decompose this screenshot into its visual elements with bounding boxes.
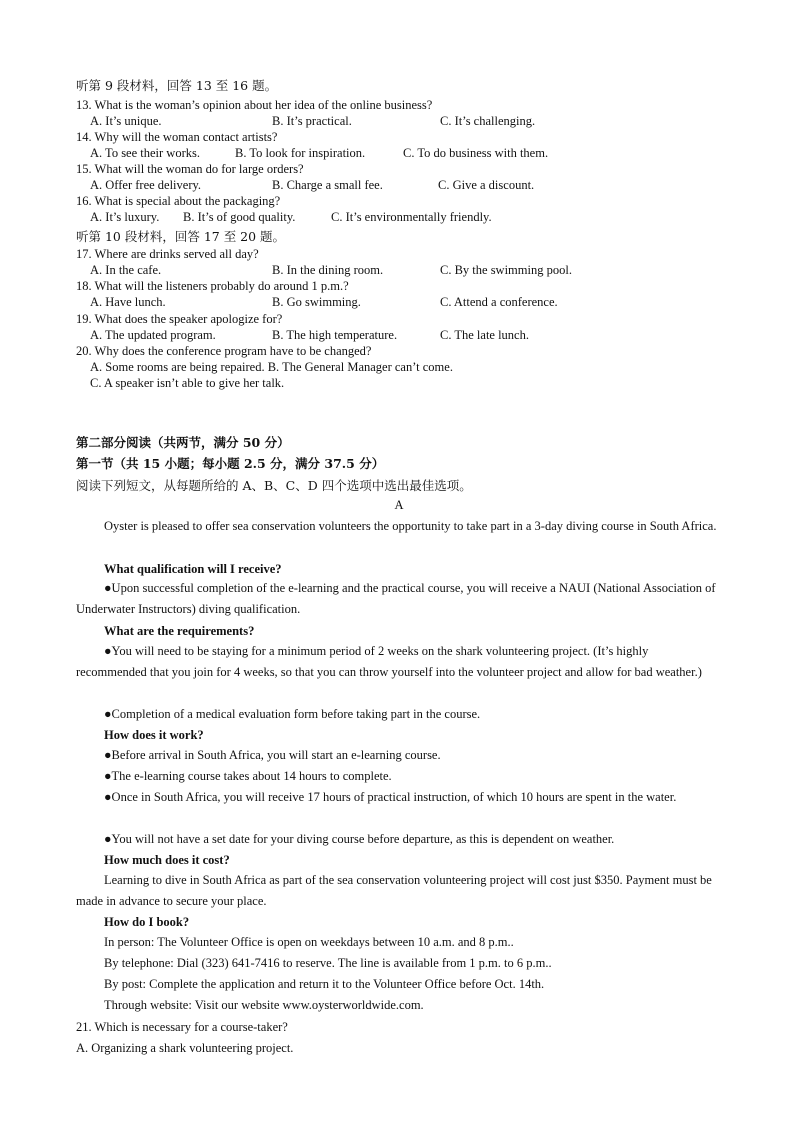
heading-qualification: What qualification will I receive?: [104, 562, 282, 576]
qualification-text: ●Upon successful completion of the e-learning and the practical course, you will receive a NAUI (National Association of Underwater Instructors) diving qualification.: [76, 581, 716, 616]
question-16: 16. What is special about the packaging?: [76, 194, 281, 208]
q15-option-b: B. Charge a small fee.: [272, 178, 383, 192]
q19-option-c: C. The late lunch.: [440, 328, 529, 342]
q13-option-b: B. It’s practical.: [272, 114, 352, 128]
q20-options-a-b: A. Some rooms are being repaired. B. The General Manager can’t come.: [90, 360, 453, 374]
reading-section-title: 第二部分阅读（共两节，满分 50 分）: [76, 435, 290, 450]
heading-booking: How do I book?: [104, 915, 190, 929]
requirement-item-2: ●Completion of a medical evaluation form before taking part in the course.: [104, 707, 481, 721]
booking-telephone: By telephone: Dial (323) 641-7416 to reserve. The line is available from 1 p.m. to 6 p.m..: [104, 956, 552, 970]
passage-label: A: [394, 498, 404, 512]
q21-option-a: A. Organizing a shark volunteering project.: [76, 1041, 294, 1055]
how-item-3: ●Once in South Africa, you will receive 17 hours of practical instruction, of which 10 hours are spent in the water.: [104, 790, 677, 804]
q13-option-c: C. It’s challenging.: [440, 114, 536, 128]
reading-instruction: 阅读下列短文，从每题所给的 A、B、C、D 四个选项中选出最佳选项。: [76, 478, 472, 493]
q18-option-b: B. Go swimming.: [272, 295, 361, 309]
q14-option-c: C. To do business with them.: [403, 146, 549, 160]
reading-part-one-title: 第一节（共 15 小题；每小题 2.5 分，满分 37.5 分）: [76, 456, 385, 471]
q15-option-c: C. Give a discount.: [438, 178, 535, 192]
heading-cost: How much does it cost?: [104, 853, 230, 867]
question-19: 19. What does the speaker apologize for?: [76, 312, 283, 326]
how-item-2: ●The e-learning course takes about 14 hours to complete.: [104, 769, 392, 783]
q16-option-a: A. It’s luxury.: [90, 210, 160, 224]
requirement-item-1: ●You will need to be staying for a minimum period of 2 weeks on the shark volunteering project. (It’s highly recommended that you join for 4 weeks, so that you can throw yourself into the volunteer project and allow for bad weather.): [76, 644, 702, 679]
booking-post: By post: Complete the application and return it to the Volunteer Office before Oct. 14th.: [104, 977, 545, 991]
q16-option-c: C. It’s environmentally friendly.: [331, 210, 492, 224]
q15-option-a: A. Offer free delivery.: [90, 178, 202, 192]
q18-option-a: A. Have lunch.: [90, 295, 166, 309]
question-18: 18. What will the listeners probably do around 1 p.m.?: [76, 279, 349, 293]
question-13: 13. What is the woman’s opinion about her idea of the online business?: [76, 98, 433, 112]
q14-option-a: A. To see their works.: [90, 146, 200, 160]
q19-option-a: A. The updated program.: [90, 328, 216, 342]
q16-option-b: B. It’s of good quality.: [183, 210, 296, 224]
question-17: 17. Where are drinks served all day?: [76, 247, 259, 261]
q17-option-a: A. In the cafe.: [90, 263, 162, 277]
cost-text: Learning to dive in South Africa as part of the sea conservation volunteering project will cost just $350. Payment must be made in advance to secure your place.: [76, 873, 712, 908]
q17-option-b: B. In the dining room.: [272, 263, 384, 277]
question-21: 21. Which is necessary for a course-taker?: [76, 1020, 288, 1034]
q14-option-b: B. To look for inspiration.: [235, 146, 366, 160]
question-14: 14. Why will the woman contact artists?: [76, 130, 278, 144]
question-15: 15. What will the woman do for large orders?: [76, 162, 304, 176]
q20-option-c: C. A speaker isn’t able to give her talk.: [90, 376, 285, 390]
q17-option-c: C. By the swimming pool.: [440, 263, 572, 277]
listening-header-10: 听第 10 段材料，回答 17 至 20 题。: [76, 229, 286, 244]
q18-option-c: C. Attend a conference.: [440, 295, 558, 309]
booking-website: Through website: Visit our website www.oysterworldwide.com.: [104, 998, 424, 1012]
listening-header-9: 听第 9 段材料，回答 13 至 16 题。: [76, 78, 278, 93]
heading-how-it-works: How does it work?: [104, 728, 204, 742]
how-item-4: ●You will not have a set date for your diving course before departure, as this is dependent on weather.: [104, 832, 615, 846]
q13-option-a: A. It’s unique.: [90, 114, 162, 128]
question-20: 20. Why does the conference program have to be changed?: [76, 344, 372, 358]
booking-in-person: In person: The Volunteer Office is open on weekdays between 10 a.m. and 8 p.m..: [104, 935, 514, 949]
q19-option-b: B. The high temperature.: [272, 328, 398, 342]
passage-intro: Oyster is pleased to offer sea conservation volunteers the opportunity to take part in a 3-day diving course in South Africa.: [104, 519, 717, 533]
heading-requirements: What are the requirements?: [104, 624, 255, 638]
how-item-1: ●Before arrival in South Africa, you will start an e-learning course.: [104, 748, 441, 762]
